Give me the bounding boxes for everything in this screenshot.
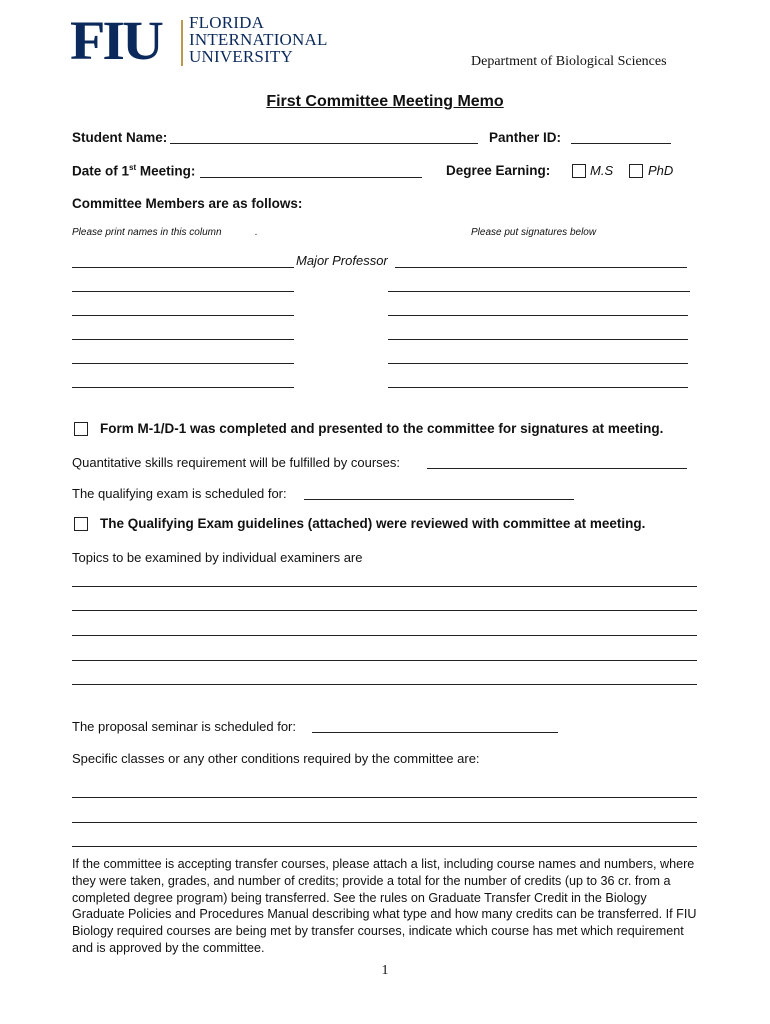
logo-line-university: UNIVERSITY: [189, 47, 293, 66]
department-name: Department of Biological Sciences: [471, 54, 667, 69]
topics-field-line[interactable]: [72, 684, 697, 685]
meeting-date-label: Date of 1st Meeting:: [72, 163, 196, 179]
logo-divider: [181, 20, 183, 66]
ms-option-label: M.S: [590, 163, 614, 178]
member-name-field[interactable]: [72, 315, 294, 316]
topics-field-line[interactable]: [72, 660, 697, 661]
fiu-logo-mark: FIU: [70, 9, 161, 72]
guidelines-checkbox[interactable]: [74, 517, 88, 531]
student-name-label: Student Name:: [72, 130, 168, 145]
logo-line-florida: FLORIDA: [189, 13, 265, 32]
ms-checkbox[interactable]: [572, 164, 586, 178]
member-signature-field[interactable]: [388, 339, 688, 340]
member-signature-field[interactable]: [388, 315, 688, 316]
classes-field-line[interactable]: [72, 846, 697, 847]
topics-label: Topics to be examined by individual examiners are: [72, 550, 363, 565]
classes-field-line[interactable]: [72, 822, 697, 823]
meeting-date-field[interactable]: [200, 177, 422, 178]
major-professor-label: Major Professor: [296, 253, 388, 268]
page-number: 1: [381, 963, 389, 978]
proposal-seminar-field[interactable]: [312, 732, 558, 733]
signatures-note: Please put signatures below: [471, 227, 597, 238]
member-signature-field[interactable]: [388, 363, 688, 364]
panther-id-label: Panther ID:: [489, 130, 562, 145]
committee-heading: Committee Members are as follows:: [72, 196, 303, 211]
panther-id-field[interactable]: [571, 143, 671, 144]
student-name-field[interactable]: [170, 143, 478, 144]
phd-checkbox[interactable]: [629, 164, 643, 178]
degree-earning-label: Degree Earning:: [446, 163, 551, 178]
guidelines-label: The Qualifying Exam guidelines (attached) were reviewed with committee at meeting.: [100, 516, 646, 531]
member-name-field[interactable]: [72, 387, 294, 388]
classes-field-line[interactable]: [72, 797, 697, 798]
print-names-note: Please print names in this column: [72, 227, 222, 238]
form-m1-label: Form M-1/D-1 was completed and presented to the committee for signatures at meeting.: [100, 421, 664, 436]
member-signature-field[interactable]: [388, 291, 690, 292]
topics-field-line[interactable]: [72, 610, 697, 611]
member-name-field[interactable]: [72, 291, 294, 292]
quant-skills-field[interactable]: [427, 468, 687, 469]
qualifying-exam-field[interactable]: [304, 499, 574, 500]
quant-skills-label: Quantitative skills requirement will be fulfilled by courses:: [72, 455, 401, 470]
major-professor-name-field[interactable]: [72, 267, 294, 268]
proposal-seminar-label: The proposal seminar is scheduled for:: [72, 719, 297, 734]
phd-option-label: PhD: [648, 163, 674, 178]
logo-line-international: INTERNATIONAL: [189, 30, 328, 49]
member-signature-field[interactable]: [388, 387, 688, 388]
print-names-note-dot: .: [255, 227, 258, 238]
member-name-field[interactable]: [72, 363, 294, 364]
form-m1-checkbox[interactable]: [74, 422, 88, 436]
topics-field-line[interactable]: [72, 635, 697, 636]
major-professor-signature-field[interactable]: [395, 267, 687, 268]
classes-conditions-label: Specific classes or any other conditions required by the committee are:: [72, 751, 480, 766]
member-name-field[interactable]: [72, 339, 294, 340]
topics-field-line[interactable]: [72, 586, 697, 587]
qualifying-exam-label: The qualifying exam is scheduled for:: [72, 486, 287, 501]
page-title: First Committee Meeting Memo: [266, 93, 504, 110]
transfer-courses-paragraph: If the committee is accepting transfer courses, please attach a list, including course names and numbers, where they were taken, grades, and number of credits; provide a total for the number of credits (up to 36 cr. from a completed degree program) being transferred. See the rules on Graduate Transfer Credit in the Biology Graduate Policies and Procedures Manual describing what type and how many credits can be transferred. If FIU Biology required courses are being met by transfer courses, indicate which course has met which requirement and is approved by the committee.: [72, 857, 697, 955]
